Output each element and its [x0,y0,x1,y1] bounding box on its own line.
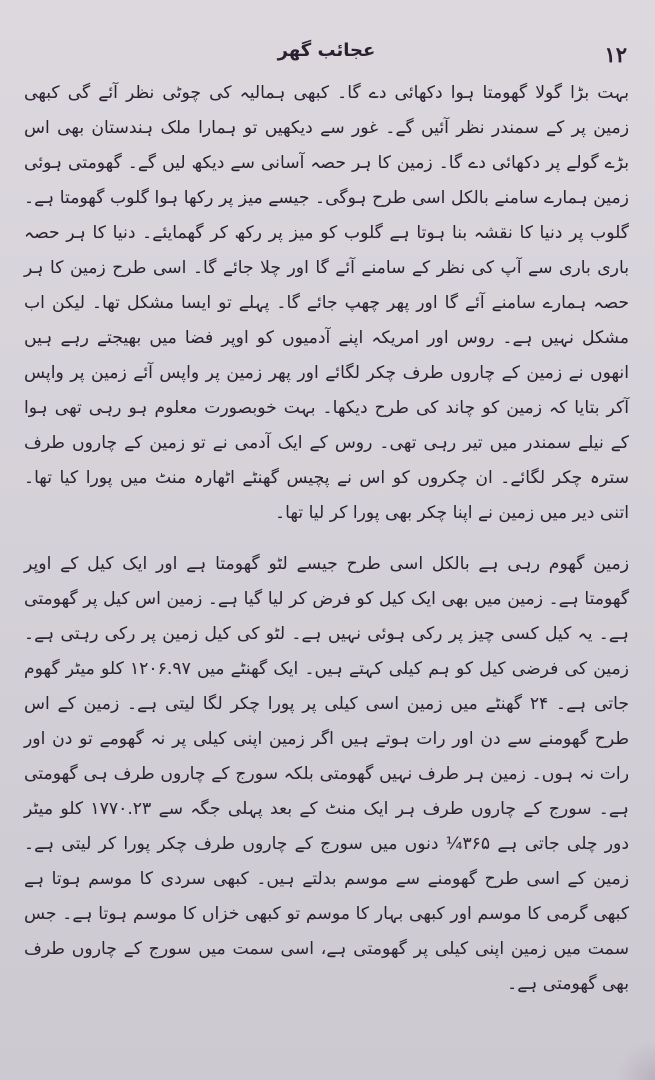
page-corner-shadow [615,1040,655,1080]
body-text [24,76,629,1002]
page-number: ۱۲ [604,42,627,67]
paragraph-1: بہت بڑا گولا گھومتا ہوا دکھائی دے گا۔ کبھی ہمالیہ کی چوٹی نظر آئے گی کبھی زمین پر کے سمندر نظر آئیں گے۔ غور سے دیکھیں تو ہمارا ملک ہندستان بھی اس بڑے گولے پر دکھائی دے گا۔ زمین کا ہر حصہ آسانی سے دیکھ لیں گے۔ گھومتی ہوئی زمین ہمارے سامنے بالکل اسی طرح ہوگی۔ جیسے میز پر رکھا ہوا گلوب گھومتا ہے۔ گلوب پر دنیا کا نقشہ بنا ہوتا ہے گلوب کو میز پر رکھ کر گھمایئے۔ دنیا کا ہر حصہ باری باری سے آپ کی نظر کے سامنے آئے گا اور چلا جائے گا۔ اسی طرح زمین کا ہر حصہ ہمارے سامنے آئے گا اور پھر چھپ جائے گا۔ پہلے تو ایسا مشکل تھا۔ لیکن اب مشکل نہیں ہے۔ روس اور امریکہ اپنے آدمیوں کو اوپر فضا میں بھیجتے رہے ہیں انھوں نے زمین کے چاروں طرف چکر لگائے اور پھر زمین پر واپس آئے زمین پر واپس آکر بتایا کہ زمین کو چاند کی طرح دیکھا۔ بہت خوبصورت معلوم ہو رہی تھی ہوا کے نیلے سمندر میں تیر رہی تھی۔ روس کے ایک آدمی نے تو زمین کے چاروں طرف سترہ چکر لگائے۔ ان چکروں کو اس نے پچیس گھنٹے اٹھارہ منٹ میں پورا کیا تھا۔ اتنی دیر میں زمین نے اپنا چکر بھی پورا کر لیا تھا۔ [24,83,629,523]
running-title: عجائب گھر [277,40,376,61]
paragraph-2: زمین گھوم رہی ہے بالکل اسی طرح جیسے لٹو گھومتا ہے اور ایک کیل کے اوپر گھومتا ہے۔ زمین میں بھی ایک کیل کو فرض کر لیا گیا ہے۔ زمین اس کیل پر گھومتی ہے۔ یہ کیل کسی چیز پر رکی ہوئی نہیں ہے۔ لٹو کی کیل زمین پر رکی رہتی ہے۔ زمین کی فرضی کیل کو ہم کیلی کہتے ہیں۔ ایک گھنٹے میں ۱۲۰۶.۹۷ کلو میٹر گھوم جاتی ہے۔ ۲۴ گھنٹے میں زمین اسی کیلی پر پورا چکر لگا لیتی ہے۔ زمین کے اس طرح گھومنے سے دن اور رات ہوتے ہیں اگر زمین اپنی کیلی پر نہ گھومے تو دن اور رات نہ ہوں۔ زمین ہر طرف نہیں گھومتی بلکہ سورج کے چاروں طرف ہی گھومتی ہے۔ سورج کے چاروں طرف ہر ایک منٹ کے بعد پہلی جگہ سے ۱۷۷۰.۲۳ کلو میٹر دور چلی جاتی ہے ۳۶۵¼ دنوں میں سورج کے چاروں طرف چکر پورا کر لیتی ہے۔ زمین کے اسی طرح گھومنے سے موسم بدلتے ہیں۔ کبھی سردی کا موسم ہوتا ہے کبھی گرمی کا موسم اور کبھی بہار کا موسم تو کبھی خزاں کا موسم ہوتا ہے۔ جس سمت میں زمین اپنی کیلی پر گھومتی ہے، اسی سمت میں سورج کے چاروں طرف بھی گھومتی ہے۔ [24,554,630,994]
page-header [24,36,629,76]
